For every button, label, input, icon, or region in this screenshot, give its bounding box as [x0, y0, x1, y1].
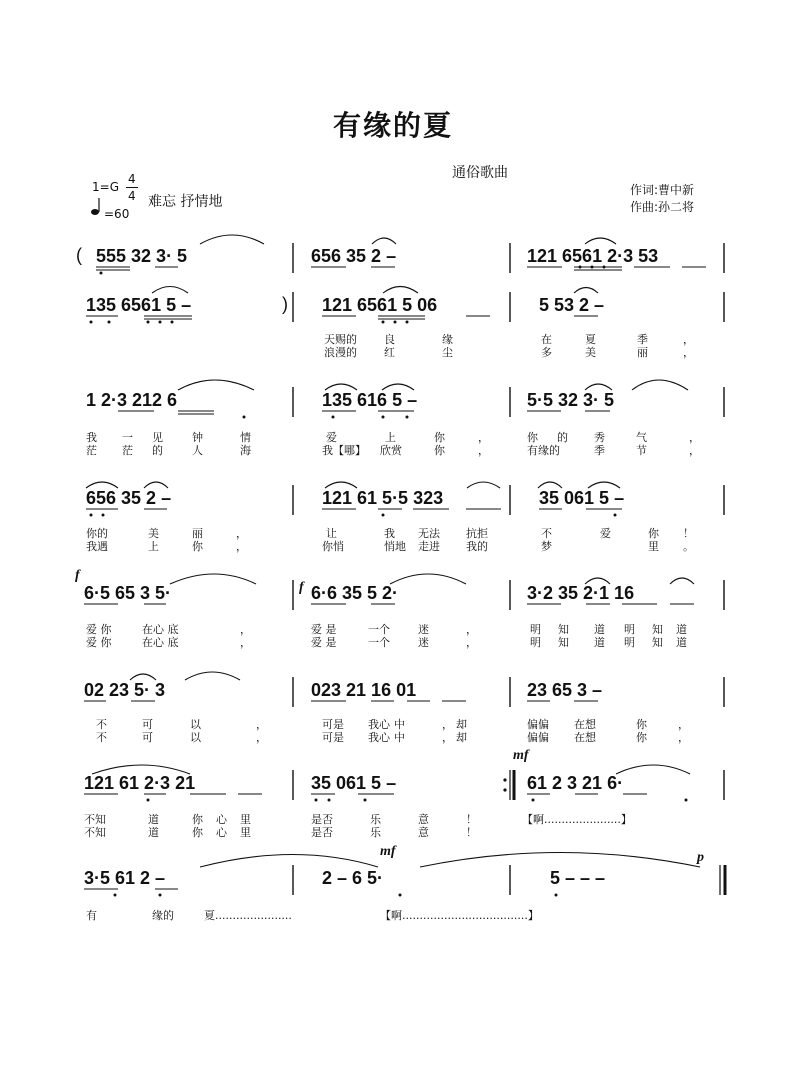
lyric-syllable: 明 — [624, 623, 635, 636]
lyric-syllable: 抗拒 — [466, 527, 488, 540]
dynamic-mezzo-forte: mf — [513, 748, 529, 763]
measure-notes: 2 – 6 5· — [322, 868, 384, 888]
lyric-syllable: 你 — [434, 431, 445, 444]
lyric-syllable: 茫 — [122, 444, 133, 457]
measure-notes: 5 53 2 – — [539, 295, 605, 315]
measure-notes: 61 2 3 21 6· — [527, 773, 624, 793]
lyric-syllable: 你 — [636, 731, 647, 744]
lyric-syllable: 以 — [190, 731, 201, 744]
lyric-syllable: 上 — [148, 540, 159, 553]
lyric-syllable: 一个 — [368, 623, 390, 636]
measure-notes: 1 2·3 212 6 — [86, 390, 178, 410]
lyric-syllable: 不 — [96, 731, 107, 744]
measure-notes: 5 – – – — [550, 868, 606, 888]
lyric-syllable: 我遇 — [86, 540, 108, 553]
time-signature-top: 4 — [128, 172, 136, 186]
measure-notes: 3·2 35 2·1 16 — [527, 583, 635, 603]
lyric-syllable: ， — [689, 431, 700, 444]
song-title: 有缘的夏 — [333, 109, 454, 142]
lyric-syllable: ， — [466, 623, 477, 636]
lyric-syllable: 可是 — [322, 731, 344, 744]
lyric-syllable: 意 — [418, 813, 429, 826]
lyric-syllable: 季 — [637, 333, 648, 346]
lyric-syllable: 你 — [636, 718, 647, 731]
lyric-syllable: 你 — [648, 527, 659, 540]
lyric-syllable: 中 — [394, 718, 405, 731]
lyric-syllable: 知 — [558, 623, 569, 636]
lyric-syllable: 的 — [152, 444, 163, 457]
lyric-syllable: ， — [442, 731, 453, 744]
tempo-marking: =60 — [104, 207, 130, 221]
measure-notes: 555 32 3· 5 — [96, 246, 188, 266]
lyric-syllable: 却 — [456, 731, 467, 744]
lyric-syllable: ， — [478, 444, 489, 457]
lyric-syllable: 季 — [594, 444, 605, 457]
lyric-syllable: 心 — [216, 813, 227, 826]
lyric-syllable: 我【哪】 — [322, 444, 366, 457]
intro-open-paren: ( — [76, 245, 82, 265]
composer-credit: 作曲:孙二将 — [630, 200, 695, 214]
lyric-syllable: 爱 — [326, 431, 337, 444]
lyric-syllable: 有 — [86, 909, 97, 922]
lyric-syllable: 爱 你 — [86, 623, 112, 636]
lyric-syllable: 丽 — [192, 527, 203, 540]
measure-notes: 121 6561 2·3 53 — [527, 246, 659, 266]
lyric-syllable: 不知 — [84, 826, 106, 839]
lyric-syllable: 爱 是 — [311, 636, 337, 649]
lyric-syllable: 我的 — [466, 540, 488, 553]
barlines — [293, 243, 724, 895]
lyric-syllable: 天赐的 — [324, 333, 357, 346]
lyric-syllable: ， — [236, 540, 247, 553]
lyric-syllable: 一 — [122, 431, 133, 444]
lyric-syllable: ， — [256, 731, 267, 744]
repeat-barline — [503, 770, 514, 800]
lyric-syllable: 却 — [456, 718, 467, 731]
lyric-syllable: ， — [442, 718, 453, 731]
dynamic-piano: p — [697, 850, 704, 865]
lyric-syllable: 美 — [148, 527, 159, 540]
final-barline — [720, 865, 725, 895]
lyric-syllable: 道 — [148, 826, 159, 839]
lyric-syllable: 道 — [676, 623, 687, 636]
lyric-syllable: 不 — [96, 718, 107, 731]
lyric-syllable: 乐 — [370, 826, 381, 839]
dynamic-forte: f — [299, 580, 304, 595]
lyric-syllable: 明 — [624, 636, 635, 649]
lyric-syllable: 你 — [527, 431, 538, 444]
lyric-syllable: 偏偏 — [527, 718, 549, 731]
lyric-syllable: 心 — [216, 826, 227, 839]
lyric-syllable: 知 — [652, 636, 663, 649]
lyric-syllable: ， — [478, 431, 489, 444]
key-signature: 1=G — [92, 180, 119, 194]
lyric-syllable: 海 — [240, 444, 251, 457]
measure-notes: 121 6561 5 06 — [322, 295, 438, 315]
lyric-syllable: 多 — [541, 346, 552, 359]
lyric-syllable: 在想 — [574, 718, 596, 731]
measure-notes: 656 35 2 – — [86, 488, 172, 508]
lyric-syllable: 里 — [240, 813, 251, 826]
lyric-syllable: 知 — [558, 636, 569, 649]
lyric-syllable: ， — [466, 636, 477, 649]
lyric-syllable: 红 — [384, 346, 395, 359]
lyric-syllable: 夏 — [585, 333, 596, 346]
lyric-syllable: ， — [236, 527, 247, 540]
measure-notes: 02 23 5· 3 — [84, 680, 166, 700]
lyric-syllable: 【啊......................】 — [522, 813, 632, 826]
lyric-syllable: ， — [240, 623, 251, 636]
lyric-syllable: 我心 — [368, 718, 390, 731]
measure-notes: 121 61 2·3 21 — [84, 773, 196, 793]
measure-notes: 23 65 3 – — [527, 680, 603, 700]
measure-notes: 5·5 32 3· 5 — [527, 390, 615, 410]
lyric-syllable: 夏...................... — [204, 909, 292, 922]
measure-notes: 023 21 16 01 — [311, 680, 417, 700]
time-signature-bottom: 4 — [128, 189, 136, 203]
lyric-syllable: 茫 — [86, 444, 97, 457]
lyric-syllable: 意 — [418, 826, 429, 839]
lyric-syllable: 知 — [652, 623, 663, 636]
measure-notes: 35 061 5 – — [311, 773, 397, 793]
lyric-syllable: 乐 — [370, 813, 381, 826]
lyric-syllable: 情 — [240, 431, 251, 444]
measure-notes: 35 061 5 – — [539, 488, 625, 508]
lyric-syllable: 有缘的 — [527, 444, 560, 457]
lyric-syllable: 可 — [142, 731, 153, 744]
lyric-syllable: 让 — [326, 527, 337, 540]
lyric-syllable: 美 — [585, 346, 596, 359]
lyric-syllable: ！ — [466, 826, 477, 839]
lyric-syllable: ， — [683, 333, 694, 346]
lyric-syllable: 气 — [636, 431, 647, 444]
lyric-syllable: 道 — [148, 813, 159, 826]
lyric-syllable: 在心 底 — [142, 636, 179, 649]
lyric-syllable: 在 — [541, 333, 552, 346]
intro-close-paren: ) — [282, 294, 288, 314]
lyric-syllable: 缘的 — [152, 909, 174, 922]
lyric-syllable: 我 — [384, 527, 395, 540]
octave-dots — [90, 266, 688, 897]
lyric-syllable: 爱 是 — [311, 623, 337, 636]
lyric-syllable: 偏偏 — [527, 731, 549, 744]
lyric-syllable: 走进 — [418, 540, 440, 553]
measure-notes: 135 616 5 – — [322, 390, 418, 410]
lyric-syllable: 道 — [594, 623, 605, 636]
lyric-syllable: 悄地 — [384, 540, 406, 553]
lyric-syllable: 你 — [192, 813, 203, 826]
lyric-syllable: 你悄 — [322, 540, 344, 553]
lyric-syllable: 我 — [86, 431, 97, 444]
lyric-syllable: ， — [256, 718, 267, 731]
lyric-syllable: 在心 底 — [142, 623, 179, 636]
lyric-syllable: 见 — [152, 431, 163, 444]
lyric-syllable: ， — [683, 346, 694, 359]
lyric-syllable: 你 — [434, 444, 445, 457]
lyric-syllable: 可 — [142, 718, 153, 731]
lyric-syllable: ， — [240, 636, 251, 649]
measure-notes: 3·5 61 2 – — [84, 868, 166, 888]
lyric-syllable: 爱 — [600, 527, 611, 540]
lyric-syllable: 中 — [394, 731, 405, 744]
lyric-syllable: ， — [678, 718, 689, 731]
lyric-syllable: ！ — [466, 813, 477, 826]
lyric-syllable: 浪漫的 — [324, 346, 357, 359]
lyric-syllable: ！ — [683, 527, 694, 540]
lyric-syllable: 你 — [192, 540, 203, 553]
measure-notes: 121 61 5·5 323 — [322, 488, 444, 508]
lyric-syllable: 良 — [384, 333, 395, 346]
lyric-syllable: 是否 — [311, 826, 333, 839]
lyric-syllable: 欣赏 — [380, 444, 402, 457]
lyric-syllable: 节 — [636, 444, 647, 457]
lyric-syllable: 你 — [192, 826, 203, 839]
lyric-syllable: 道 — [594, 636, 605, 649]
lyric-syllable: ， — [689, 444, 700, 457]
lyric-syllable: 里 — [648, 540, 659, 553]
measure-notes: 135 6561 5 – — [86, 295, 192, 315]
lyric-syllable: 无法 — [418, 527, 440, 540]
measure-notes: 656 35 2 – — [311, 246, 397, 266]
lyric-syllable: 一个 — [368, 636, 390, 649]
lyric-syllable: 丽 — [637, 346, 648, 359]
dynamic-forte: f — [75, 568, 80, 583]
lyric-syllable: 尘 — [442, 346, 453, 359]
lyric-syllable: 我心 — [368, 731, 390, 744]
lyric-syllable: 梦 — [541, 540, 552, 553]
lyric-syllable: 迷 — [418, 636, 429, 649]
lyric-syllable: 的 — [557, 431, 568, 444]
lyric-syllable: 人 — [192, 444, 203, 457]
lyric-syllable: 里 — [240, 826, 251, 839]
lyric-syllable: 秀 — [594, 431, 605, 444]
genre-label: 通俗歌曲 — [452, 165, 508, 181]
lyric-syllable: 道 — [676, 636, 687, 649]
lyric-syllable: 上 — [385, 431, 396, 444]
lyric-syllable: 。 — [683, 540, 694, 553]
lyric-syllable: 以 — [190, 718, 201, 731]
lyric-syllable: 钟 — [192, 431, 203, 444]
lyric-syllable: 是否 — [311, 813, 333, 826]
lyric-syllable: 不 — [541, 527, 552, 540]
lyric-syllable: 缘 — [442, 333, 453, 346]
lyricist-credit: 作词:曹中新 — [630, 183, 695, 197]
lyric-syllable: 不知 — [84, 813, 106, 826]
lyric-syllable: 你的 — [86, 527, 108, 540]
measure-notes: 6·5 65 3 5· — [84, 583, 172, 603]
measure-notes: 6·6 35 5 2· — [311, 583, 399, 603]
lyric-syllable: 明 — [530, 623, 541, 636]
dynamic-mezzo-forte: mf — [380, 844, 396, 859]
lyric-syllable: 可是 — [322, 718, 344, 731]
lyric-syllable: 在想 — [574, 731, 596, 744]
expression-marking: 难忘 抒情地 — [148, 194, 223, 210]
lyric-syllable: 迷 — [418, 623, 429, 636]
lyric-syllable: 爱 你 — [86, 636, 112, 649]
beam-lines — [84, 267, 706, 889]
lyric-syllable: 【啊....................................】 — [380, 909, 539, 922]
lyric-syllable: ， — [678, 731, 689, 744]
lyric-syllable: 明 — [530, 636, 541, 649]
